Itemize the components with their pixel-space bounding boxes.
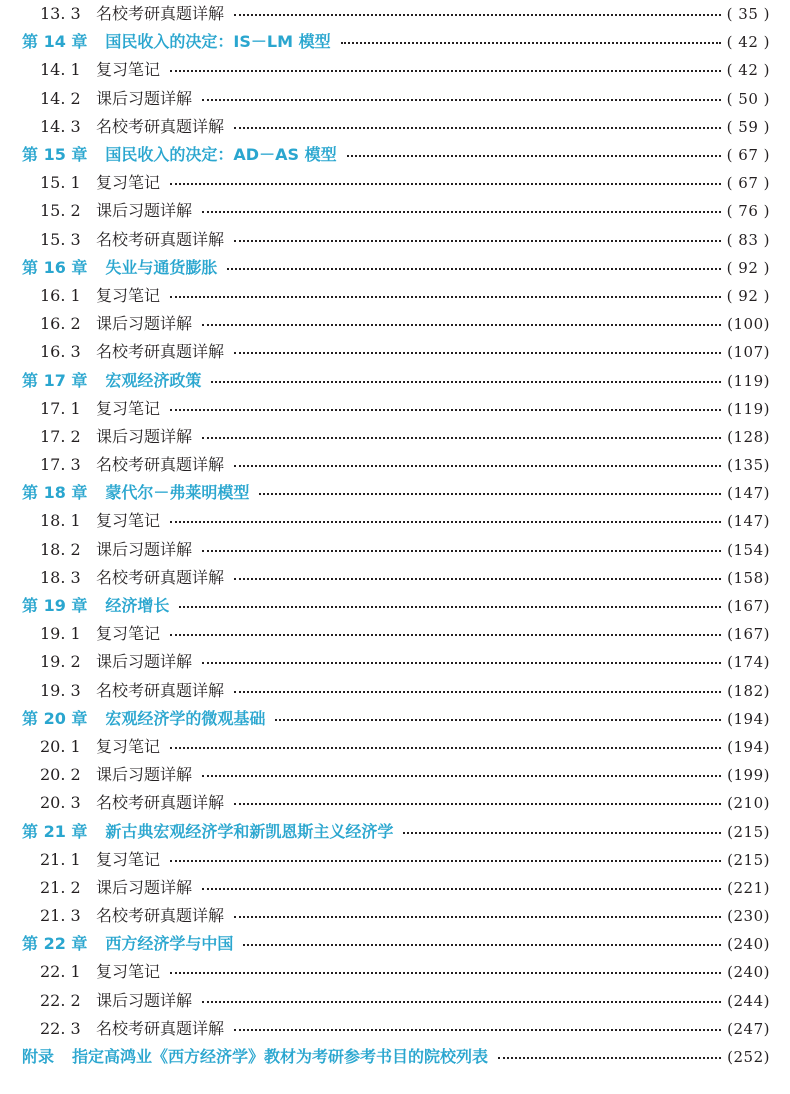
entry-title: 名校考研真题详解 [96, 342, 225, 362]
entry-title: 课后习题详解 [96, 877, 193, 897]
toc-section-entry[interactable] [22, 451, 770, 479]
entry-title: 复习笔记 [96, 962, 161, 982]
toc-chapter-entry[interactable] [22, 592, 770, 620]
toc-section-entry[interactable] [22, 620, 770, 648]
toc-section-entry[interactable] [22, 310, 770, 338]
entry-number: 第 16 章 [22, 257, 88, 277]
toc-chapter-entry[interactable] [22, 705, 770, 733]
page-number: (194) [727, 737, 770, 756]
toc-chapter-entry[interactable] [22, 28, 770, 56]
page-number: (252) [727, 1048, 770, 1067]
dot-leader [234, 1029, 721, 1031]
entry-title: 课后习题详解 [96, 765, 193, 785]
entry-number: 22. 2 [40, 990, 81, 1010]
entry-number: 17. 2 [40, 426, 81, 446]
dot-leader [202, 662, 721, 664]
toc-chapter-entry[interactable] [22, 1043, 770, 1071]
page-number: ( 76 ) [726, 202, 770, 221]
entry-number: 20. 2 [40, 765, 81, 785]
toc-chapter-entry[interactable] [22, 479, 770, 507]
page-number: (215) [727, 850, 770, 869]
entry-title: 新古典宏观经济学和新凯恩斯主义经济学 [105, 821, 394, 841]
dot-leader [170, 409, 721, 411]
page-number: ( 67 ) [726, 146, 770, 165]
entry-title: 复习笔记 [96, 285, 161, 305]
page-number: ( 42 ) [726, 33, 770, 52]
page-number: (194) [727, 709, 770, 728]
page-number: (174) [727, 653, 770, 672]
page-number: (167) [727, 625, 770, 644]
toc-section-entry[interactable] [22, 85, 770, 113]
page-number: (182) [727, 681, 770, 700]
entry-number: 16. 1 [40, 285, 81, 305]
page-number: (244) [727, 991, 770, 1010]
page-number: (210) [727, 794, 770, 813]
page-number: (100) [727, 315, 770, 334]
toc-section-entry[interactable] [22, 226, 770, 254]
toc-section-entry[interactable] [22, 677, 770, 705]
entry-number: 18. 3 [40, 567, 81, 587]
entry-title: 复习笔记 [96, 849, 161, 869]
toc-section-entry[interactable] [22, 789, 770, 817]
entry-number: 22. 3 [40, 1018, 81, 1038]
entry-title: 课后习题详解 [96, 314, 193, 334]
dot-leader [170, 747, 721, 749]
entry-title: 宏观经济政策 [105, 370, 202, 390]
page-number: (240) [727, 935, 770, 954]
toc-section-entry[interactable] [22, 761, 770, 789]
page-number: (167) [727, 597, 770, 616]
toc-section-entry[interactable] [22, 733, 770, 761]
entry-title: 课后习题详解 [96, 201, 193, 221]
entry-number: 14. 1 [40, 60, 81, 80]
dot-leader [259, 493, 721, 495]
page-number: (199) [727, 766, 770, 785]
dot-leader [234, 240, 721, 242]
dot-leader [234, 465, 721, 467]
entry-title: 指定高鸿业《西方经济学》教材为考研参考书目的院校列表 [72, 1047, 489, 1067]
entry-number: 16. 3 [40, 342, 81, 362]
page-number: ( 59 ) [726, 117, 770, 136]
entry-title: 宏观经济学的微观基础 [105, 708, 266, 728]
dot-leader [227, 268, 720, 270]
page-number: ( 83 ) [726, 230, 770, 249]
entry-title: 名校考研真题详解 [96, 229, 225, 249]
dot-leader [234, 578, 721, 580]
entry-title: 课后习题详解 [96, 652, 193, 672]
toc-section-entry[interactable] [22, 536, 770, 564]
entry-title: 课后习题详解 [96, 990, 193, 1010]
dot-leader [170, 860, 721, 862]
dot-leader [234, 803, 721, 805]
dot-leader [234, 352, 721, 354]
toc-section-entry[interactable] [22, 987, 770, 1015]
entry-title: 名校考研真题详解 [96, 4, 225, 24]
entry-title: 失业与通货膨胀 [105, 257, 218, 277]
entry-title: 名校考研真题详解 [96, 1018, 225, 1038]
page-number: (240) [727, 963, 770, 982]
page-number: ( 92 ) [726, 286, 770, 305]
page-number: (221) [727, 878, 770, 897]
page-number: (135) [727, 456, 770, 475]
toc-section-entry[interactable] [22, 874, 770, 902]
dot-leader [211, 381, 721, 383]
page-number: ( 35 ) [726, 5, 770, 24]
entry-title: 复习笔记 [96, 736, 161, 756]
entry-number: 18. 2 [40, 539, 81, 559]
page-number: (230) [727, 907, 770, 926]
toc-chapter-entry[interactable] [22, 930, 770, 958]
dot-leader [170, 296, 721, 298]
entry-number: 15. 1 [40, 173, 81, 193]
page-number: ( 42 ) [726, 61, 770, 80]
entry-title: 国民收入的决定：AD－AS 模型 [105, 145, 337, 165]
dot-leader [347, 155, 721, 157]
entry-title: 复习笔记 [96, 624, 161, 644]
toc-section-entry[interactable] [22, 958, 770, 986]
entry-title: 复习笔记 [96, 398, 161, 418]
table-of-contents [22, 0, 770, 1071]
entry-title: 国民收入的决定：IS－LM 模型 [105, 32, 331, 52]
entry-number: 17. 1 [40, 398, 81, 418]
page-number: (147) [727, 484, 770, 503]
toc-section-entry[interactable] [22, 564, 770, 592]
entry-number: 20. 1 [40, 736, 81, 756]
page-number: (147) [727, 512, 770, 531]
entry-number: 17. 3 [40, 455, 81, 475]
toc-chapter-entry[interactable] [22, 254, 770, 282]
dot-leader [243, 944, 721, 946]
dot-leader [202, 211, 721, 213]
entry-number: 15. 2 [40, 201, 81, 221]
entry-number: 14. 2 [40, 88, 81, 108]
dot-leader [202, 775, 721, 777]
entry-number: 附录 [22, 1047, 55, 1067]
entry-title: 课后习题详解 [96, 426, 193, 446]
entry-number: 19. 2 [40, 652, 81, 672]
page-number: (119) [727, 399, 770, 418]
page-number: ( 50 ) [726, 89, 770, 108]
entry-number: 21. 3 [40, 906, 81, 926]
page-number: (128) [727, 427, 770, 446]
entry-number: 第 17 章 [22, 370, 88, 390]
dot-leader [403, 832, 721, 834]
entry-title: 复习笔记 [96, 511, 161, 531]
entry-number: 14. 3 [40, 116, 81, 136]
dot-leader [170, 634, 721, 636]
entry-title: 名校考研真题详解 [96, 455, 225, 475]
toc-section-entry[interactable] [22, 113, 770, 141]
entry-title: 名校考研真题详解 [96, 680, 225, 700]
dot-leader [170, 183, 721, 185]
entry-title: 蒙代尔－弗莱明模型 [105, 483, 250, 503]
toc-section-entry[interactable] [22, 169, 770, 197]
entry-title: 课后习题详解 [96, 539, 193, 559]
toc-section-entry[interactable] [22, 846, 770, 874]
dot-leader [170, 972, 721, 974]
dot-leader [275, 719, 721, 721]
dot-leader [341, 42, 721, 44]
entry-title: 名校考研真题详解 [96, 793, 225, 813]
dot-leader [170, 521, 721, 523]
entry-number: 21. 1 [40, 849, 81, 869]
toc-chapter-entry[interactable] [22, 817, 770, 845]
dot-leader [170, 70, 721, 72]
entry-title: 名校考研真题详解 [96, 906, 225, 926]
entry-number: 第 21 章 [22, 821, 88, 841]
entry-number: 22. 1 [40, 962, 81, 982]
entry-number: 13. 3 [40, 4, 81, 24]
dot-leader [234, 14, 721, 16]
toc-section-entry[interactable] [22, 507, 770, 535]
toc-section-entry[interactable] [22, 0, 770, 28]
toc-section-entry[interactable] [22, 56, 770, 84]
entry-number: 第 19 章 [22, 596, 88, 616]
entry-title: 西方经济学与中国 [105, 934, 234, 954]
toc-section-entry[interactable] [22, 395, 770, 423]
entry-number: 15. 3 [40, 229, 81, 249]
dot-leader [498, 1057, 721, 1059]
page-number: (119) [727, 371, 770, 390]
entry-title: 复习笔记 [96, 173, 161, 193]
page-number: (247) [727, 1019, 770, 1038]
page-number: (158) [727, 568, 770, 587]
entry-number: 第 18 章 [22, 483, 88, 503]
entry-number: 19. 3 [40, 680, 81, 700]
entry-number: 16. 2 [40, 314, 81, 334]
entry-number: 第 14 章 [22, 32, 88, 52]
toc-section-entry[interactable] [22, 902, 770, 930]
toc-section-entry[interactable] [22, 338, 770, 366]
entry-number: 20. 3 [40, 793, 81, 813]
entry-number: 21. 2 [40, 877, 81, 897]
toc-section-entry[interactable] [22, 1015, 770, 1043]
entry-number: 第 20 章 [22, 708, 88, 728]
entry-title: 课后习题详解 [96, 88, 193, 108]
toc-chapter-entry[interactable] [22, 366, 770, 394]
entry-title: 经济增长 [105, 596, 170, 616]
dot-leader [234, 127, 721, 129]
entry-title: 名校考研真题详解 [96, 116, 225, 136]
page-number: ( 67 ) [726, 174, 770, 193]
dot-leader [202, 888, 721, 890]
entry-number: 18. 1 [40, 511, 81, 531]
toc-section-entry[interactable] [22, 282, 770, 310]
toc-section-entry[interactable] [22, 197, 770, 225]
dot-leader [202, 99, 721, 101]
entry-number: 第 15 章 [22, 145, 88, 165]
page-number: (215) [727, 822, 770, 841]
dot-leader [202, 437, 721, 439]
dot-leader [234, 691, 721, 693]
entry-number: 19. 1 [40, 624, 81, 644]
toc-chapter-entry[interactable] [22, 141, 770, 169]
page-number: (154) [727, 540, 770, 559]
page-number: (107) [727, 343, 770, 362]
dot-leader [202, 324, 721, 326]
toc-section-entry[interactable] [22, 423, 770, 451]
dot-leader [202, 550, 721, 552]
dot-leader [179, 606, 721, 608]
entry-number: 第 22 章 [22, 934, 88, 954]
page-number: ( 92 ) [726, 258, 770, 277]
entry-title: 名校考研真题详解 [96, 567, 225, 587]
dot-leader [202, 1001, 721, 1003]
entry-title: 复习笔记 [96, 60, 161, 80]
dot-leader [234, 916, 721, 918]
toc-section-entry[interactable] [22, 648, 770, 676]
